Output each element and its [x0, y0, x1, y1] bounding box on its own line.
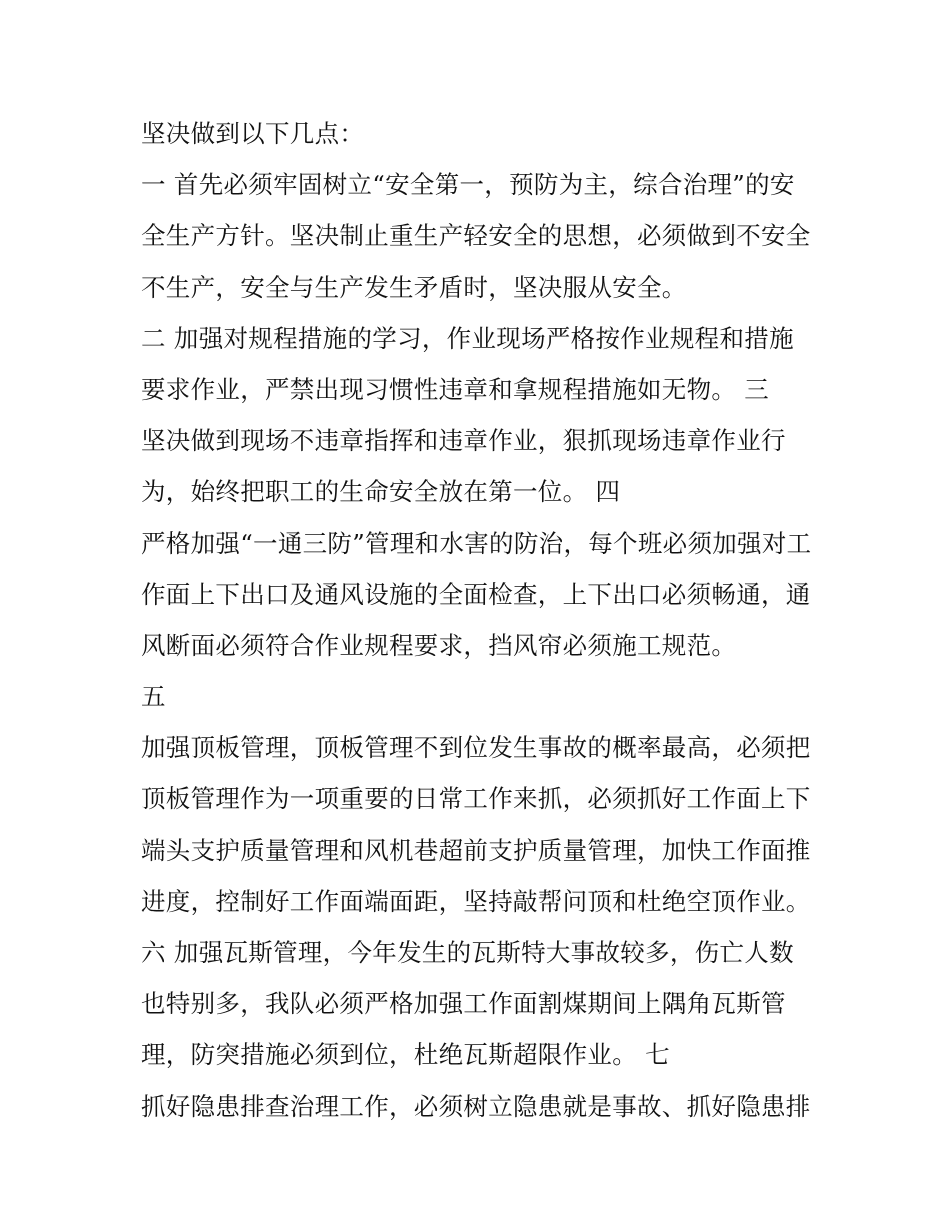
body-text-line: 坚决做到以下几点：: [141, 119, 365, 148]
body-text-line: 为，始终把职工的生命安全放在第一位。 四: [141, 477, 621, 507]
body-text-line: 作面上下出口及通风设施的全面检查，上下出口必须畅通，通: [141, 579, 811, 609]
body-text-line: 也特别多，我队必须严格加强工作面割煤期间上隅角瓦斯管: [141, 989, 786, 1019]
body-text-line: 风断面必须符合作业规程要求，挡风帘必须施工规范。: [141, 630, 737, 660]
body-text-line: 全生产方针。坚决制止重生产轻安全的思想，必须做到不安全: [141, 221, 811, 251]
body-text-line: 端头支护质量管理和风机巷超前支护质量管理，加快工作面推: [141, 835, 811, 865]
body-text-line: 严格加强“一通三防”管理和水害的防治，每个班必须加强对工: [141, 528, 812, 558]
body-text-line: 一 首先必须牢固树立“安全第一，预防为主，综合治理”的安: [141, 170, 795, 200]
body-text-line: 加强顶板管理，顶板管理不到位发生事故的概率最高，必须把: [141, 733, 811, 763]
body-text-line: 五: [141, 682, 166, 712]
body-text-line: 进度，控制好工作面端面距，坚持敲帮问顶和杜绝空顶作业。: [141, 886, 811, 916]
body-text-line: 六 加强瓦斯管理，今年发生的瓦斯特大事故较多，伤亡人数: [141, 938, 794, 967]
body-text-line: 顶板管理作为一项重要的日常工作来抓，必须抓好工作面上下: [141, 784, 811, 814]
body-text-line: 理，防突措施必须到位，杜绝瓦斯超限作业。 七: [141, 1040, 670, 1070]
body-text-line: 要求作业，严禁出现习惯性违章和拿规程措施如无物。 三: [141, 374, 770, 404]
body-text-line: 不生产，安全与生产发生矛盾时，坚决服从安全。: [141, 272, 687, 302]
body-text-line: 坚决做到现场不违章指挥和违章作业，狠抓现场违章作业行: [141, 426, 786, 456]
document-body: [141, 108, 821, 1132]
body-text-line: 抓好隐患排查治理工作，必须树立隐患就是事故、抓好隐患排: [141, 1091, 811, 1121]
body-text-line: 二 加强对规程措施的学习，作业现场严格按作业规程和措施: [141, 323, 794, 353]
